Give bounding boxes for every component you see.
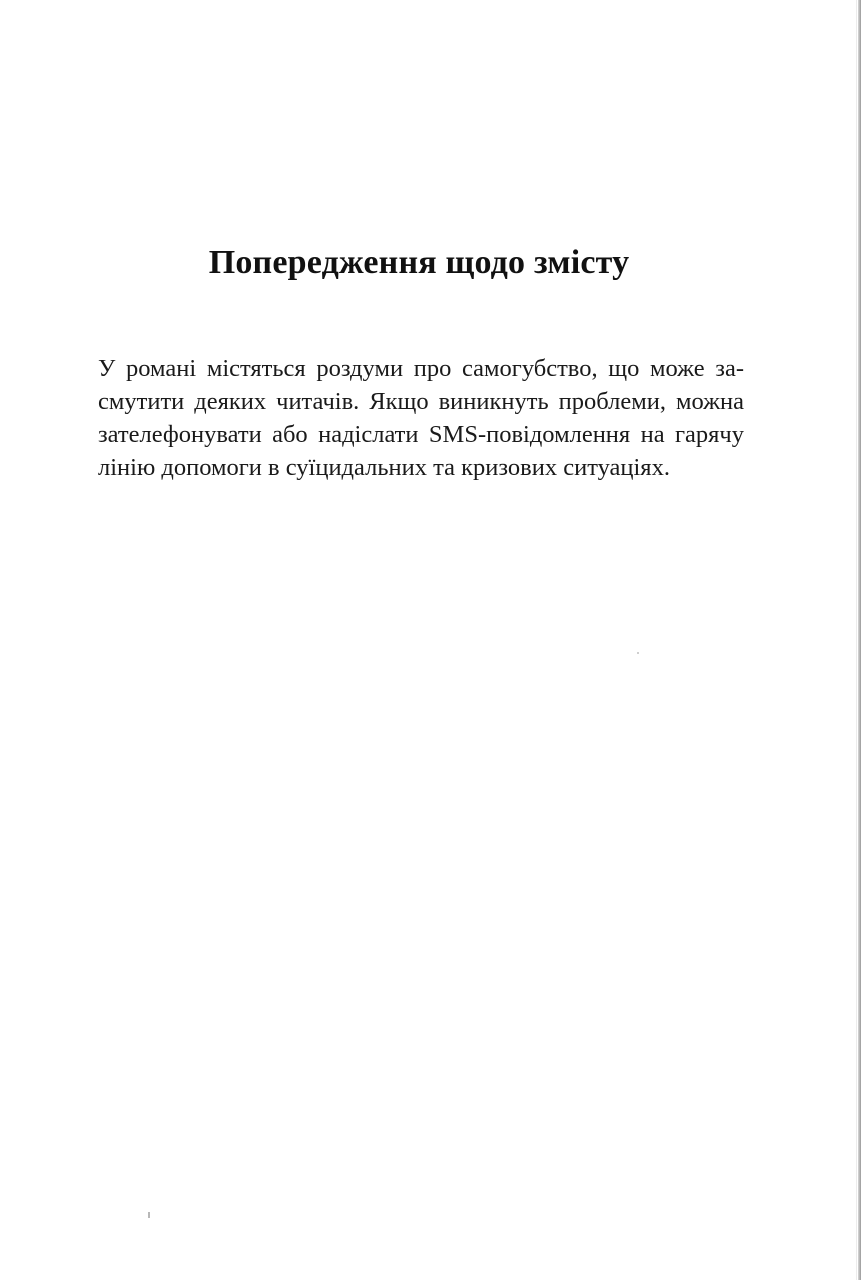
paragraph-line: смутити деяких читачів. Якщо виникнуть проблеми, можна [98,388,744,415]
page-edge-line [856,0,857,1280]
paragraph-line: У романі містяться роздуми про самогубство, що може за- [98,355,744,382]
scan-speck [148,1212,150,1218]
paragraph-line: зателефонувати або надіслати SMS-повідомлення на гарячу [98,421,744,448]
page-title: Попередження щодо змісту [208,244,630,281]
warning-paragraph [98,352,744,484]
scan-speck [637,652,639,654]
paragraph-line: лінію допомоги в суїцидальних та кризових ситуаціях. [98,454,670,481]
